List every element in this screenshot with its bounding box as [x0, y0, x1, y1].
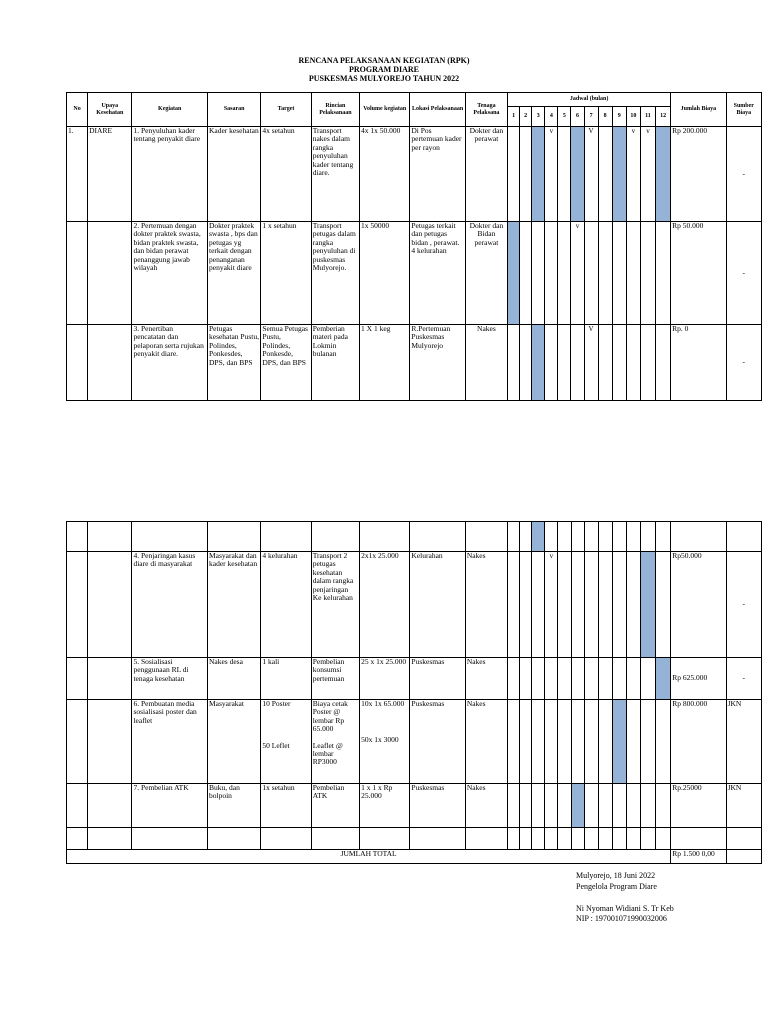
cell-sumber: -	[726, 325, 761, 401]
table-row	[67, 658, 762, 700]
schedule-cell-month-5	[558, 552, 571, 658]
schedule-cell-month-8	[598, 325, 612, 401]
cell-rincian	[311, 700, 359, 784]
schedule-cell-month-1	[508, 222, 520, 325]
cell-upaya	[88, 522, 132, 552]
cell-kegiatan: 5. Sosialisasi penggunaan RL di tenaga kesehatan	[132, 658, 208, 700]
cell-volume: 1 x 1 x Rp 25.000	[360, 784, 410, 828]
cell-kegiatan: 4. Penjaringan kasus diare di masyarakat	[132, 552, 208, 658]
schedule-cell-month-12	[656, 325, 671, 401]
cell-upaya: DIARE	[88, 127, 132, 222]
table-row	[67, 828, 762, 850]
cell-rincian: Transport 2 petugas kesehatan dalam rangka penjaringan Ke kelurahan	[311, 552, 359, 658]
schedule-cell-month-3	[532, 552, 545, 658]
signature-name: Ni Nyoman Widiani S. Tr Keb	[576, 904, 674, 913]
schedule-cell-month-5	[558, 700, 571, 784]
cell-volume-line-1: 10x 1x 65.000	[361, 699, 405, 708]
schedule-cell-month-5	[558, 522, 571, 552]
cell-kegiatan: 1. Penyuluhan kader tentang penyakit diare	[132, 127, 208, 222]
cell-sasaran: Masyarakat	[207, 700, 260, 784]
schedule-cell-month-11	[641, 828, 656, 850]
cell-no	[67, 784, 88, 828]
cell-rincian: Pembelian ATK	[311, 784, 359, 828]
schedule-cell-month-9	[612, 828, 626, 850]
signature-nip: NIP : 197001071990032006	[576, 914, 667, 923]
cell-no	[67, 828, 88, 850]
schedule-cell-month-3	[532, 658, 545, 700]
cell-sasaran: Nakes desa	[207, 658, 260, 700]
cell-lokasi: Petugas terkait dan petugas bidan , perawat. 4 kelurahan	[410, 222, 465, 325]
doc-title-3: PUSKESMAS MULYOREJO TAHUN 2022	[308, 74, 460, 83]
cell-rincian: Transport petugas dalam rangka penyuluhan di puskesmas Mulyorejo.	[311, 222, 359, 325]
cell-target	[261, 522, 311, 552]
cell-target-line-2: 50 Leflet	[262, 741, 290, 751]
cell-target: 4 kelurahan	[261, 552, 311, 658]
cell-sasaran: Petugas kesehatan Pustu, Polindes, Ponkesdes, DPS, dan BPS	[207, 325, 260, 401]
schedule-cell-month-5	[558, 127, 571, 222]
cell-no	[67, 222, 88, 325]
cell-tenaga	[465, 828, 507, 850]
cell-jumlah: Rp 50.000	[671, 222, 726, 325]
schedule-cell-month-4	[545, 784, 558, 828]
cell-volume	[360, 522, 410, 552]
cell-jumlah: Rp50.000	[671, 552, 726, 658]
header-jadwal: Jadwal (bulan)	[508, 93, 671, 107]
schedule-cell-month-10	[626, 700, 640, 784]
schedule-cell-month-1	[508, 784, 520, 828]
cell-tenaga	[465, 522, 507, 552]
schedule-mark: V	[588, 127, 594, 135]
cell-lokasi: Puskesmas	[410, 784, 465, 828]
header-jumlah: Jumlah Biaya	[671, 93, 726, 127]
schedule-cell-month-8	[598, 552, 612, 658]
header-rincian: Rincian Pelaksanaan	[311, 93, 359, 127]
table-row	[67, 222, 762, 325]
cell-target: 1 x setahun	[261, 222, 311, 325]
schedule-cell-month-4	[545, 522, 558, 552]
schedule-cell-month-8	[598, 522, 612, 552]
cell-sumber	[726, 522, 761, 552]
schedule-cell-month-2	[520, 222, 532, 325]
schedule-cell-month-5	[558, 325, 571, 401]
schedule-cell-month-3	[532, 325, 545, 401]
cell-upaya	[88, 700, 132, 784]
cell-no	[67, 522, 88, 552]
schedule-cell-month-4	[545, 127, 558, 222]
cell-rincian: Pembelian konsumsi pertemuan	[311, 658, 359, 700]
cell-sasaran: Masyarakat dan kader kesehatan	[207, 552, 260, 658]
cell-no	[67, 700, 88, 784]
cell-no	[67, 658, 88, 700]
schedule-cell-month-3	[532, 522, 545, 552]
schedule-cell-month-9	[612, 222, 626, 325]
header-month-2: 2	[520, 107, 532, 127]
cell-upaya	[88, 784, 132, 828]
header-tenaga: Tenaga Pelaksana	[465, 93, 507, 127]
cell-lokasi: Puskesmas	[410, 658, 465, 700]
cell-volume	[360, 828, 410, 850]
cell-sasaran	[207, 522, 260, 552]
schedule-cell-month-1	[508, 658, 520, 700]
header-no: No	[67, 93, 88, 127]
signature-role: Pengelola Program Diare	[576, 882, 657, 891]
schedule-cell-month-5	[558, 222, 571, 325]
schedule-cell-month-4	[545, 552, 558, 658]
cell-sasaran: Dokter praktek swasta , bps dan petugas yg terkait dengan penanganan penyakit diare	[207, 222, 260, 325]
cell-sasaran: Kader kesehatan	[207, 127, 260, 222]
cell-jumlah: Rp 800.000	[671, 700, 726, 784]
schedule-cell-month-10	[626, 127, 640, 222]
cell-rincian	[311, 828, 359, 850]
schedule-cell-month-6	[571, 828, 584, 850]
table-row	[67, 522, 762, 552]
cell-volume: 1x 50000	[360, 222, 410, 325]
cell-sumber: JKN	[726, 700, 761, 784]
schedule-cell-month-5	[558, 784, 571, 828]
schedule-cell-month-2	[520, 784, 532, 828]
cell-kegiatan: 2. Pertemuan dengan dokter praktek swasta, bidan praktek swasta, dan bidan perawat penanggung jawab wilayah	[132, 222, 208, 325]
cell-no: 1.	[67, 127, 88, 222]
header-sumber: Sumber Biaya	[726, 93, 761, 127]
header-lokasi: Lokasi Pelaksanaan	[410, 93, 465, 127]
cell-volume: 2x1x 25.000	[360, 552, 410, 658]
rpk-table-page-2	[66, 521, 762, 864]
schedule-cell-month-6	[571, 784, 584, 828]
schedule-cell-month-4	[545, 828, 558, 850]
schedule-cell-month-9	[612, 552, 626, 658]
cell-lokasi	[410, 828, 465, 850]
header-kegiatan: Kegiatan	[132, 93, 208, 127]
header-month-7: 7	[584, 107, 598, 127]
schedule-mark: v	[631, 127, 636, 135]
total-label: JUMLAH TOTAL	[67, 850, 671, 864]
cell-target-line-1: 10 Poster	[262, 699, 291, 708]
schedule-cell-month-11	[641, 700, 656, 784]
schedule-cell-month-2	[520, 700, 532, 784]
schedule-cell-month-12	[656, 522, 671, 552]
cell-target: 4x setahun	[261, 127, 311, 222]
cell-tenaga: Nakes	[465, 784, 507, 828]
schedule-cell-month-2	[520, 658, 532, 700]
schedule-cell-month-7	[584, 828, 598, 850]
signature-place-date: Mulyorejo, 18 Juni 2022	[576, 871, 656, 880]
schedule-cell-month-10	[626, 658, 640, 700]
schedule-cell-month-1	[508, 552, 520, 658]
schedule-cell-month-4	[545, 700, 558, 784]
cell-kegiatan: 7. Pembelian ATK	[132, 784, 208, 828]
schedule-cell-month-7	[584, 700, 598, 784]
cell-tenaga: Dokter dan perawat	[465, 127, 507, 222]
cell-tenaga: Dokter dan Bidan perawat	[465, 222, 507, 325]
cell-lokasi: Kelurahan	[410, 552, 465, 658]
schedule-cell-month-11	[641, 552, 656, 658]
schedule-mark: v	[646, 127, 650, 135]
header-month-10: 10	[626, 107, 640, 127]
cell-sumber: -	[726, 552, 761, 658]
schedule-cell-month-12	[656, 784, 671, 828]
schedule-cell-month-6	[571, 552, 584, 658]
schedule-cell-month-1	[508, 522, 520, 552]
cell-volume: 1 X 1 keg	[360, 325, 410, 401]
schedule-cell-month-9	[612, 700, 626, 784]
cell-jumlah: Rp 200.000	[671, 127, 726, 222]
header-month-5: 5	[558, 107, 571, 127]
cell-lokasi: R.Pertemuan Puskesmas Mulyorejo	[410, 325, 465, 401]
schedule-cell-month-11	[640, 325, 655, 401]
cell-no	[67, 552, 88, 658]
cell-upaya	[88, 552, 132, 658]
schedule-cell-month-6	[571, 127, 584, 222]
schedule-cell-month-7	[584, 127, 598, 222]
cell-jumlah: Rp. 0	[671, 325, 726, 401]
cell-upaya	[88, 325, 132, 401]
schedule-cell-month-8	[598, 127, 612, 222]
schedule-mark: V	[588, 325, 594, 333]
schedule-cell-month-11	[641, 784, 656, 828]
schedule-cell-month-11	[641, 658, 656, 700]
schedule-cell-month-7	[584, 522, 598, 552]
cell-sumber: -	[726, 658, 761, 700]
cell-sumber: -	[726, 127, 761, 222]
table-row	[67, 784, 762, 828]
schedule-cell-month-1	[508, 700, 520, 784]
schedule-cell-month-3	[532, 127, 545, 222]
schedule-cell-month-11	[640, 222, 655, 325]
schedule-cell-month-3	[532, 828, 545, 850]
schedule-cell-month-8	[598, 658, 612, 700]
total-value: Rp 1.500 0,00	[671, 850, 726, 864]
schedule-cell-month-5	[558, 828, 571, 850]
schedule-mark: v	[549, 552, 554, 560]
cell-target	[261, 700, 311, 784]
cell-sumber: -	[726, 222, 761, 325]
header-month-6: 6	[571, 107, 584, 127]
schedule-cell-month-9	[612, 658, 626, 700]
header-sasaran: Sasaran	[207, 93, 260, 127]
schedule-cell-month-10	[626, 828, 640, 850]
cell-sasaran	[207, 828, 260, 850]
schedule-cell-month-1	[508, 127, 520, 222]
doc-title-2: PROGRAM DIARE	[349, 65, 419, 74]
schedule-cell-month-10	[626, 222, 640, 325]
schedule-cell-month-3	[532, 784, 545, 828]
schedule-cell-month-12	[656, 828, 671, 850]
cell-tenaga: Nakes	[465, 658, 507, 700]
total-sumber	[726, 850, 761, 864]
cell-tenaga: Nakes	[465, 325, 507, 401]
cell-jumlah: Rp 625.000	[671, 658, 726, 700]
header-upaya: Upaya Kesehatan	[88, 93, 132, 127]
cell-target: 1 kali	[261, 658, 311, 700]
header-month-4: 4	[545, 107, 558, 127]
rpk-table-page-1	[66, 92, 762, 401]
schedule-cell-month-7	[584, 552, 598, 658]
header-month-11: 11	[640, 107, 655, 127]
cell-jumlah: Rp.25000	[671, 784, 726, 828]
cell-volume	[360, 700, 410, 784]
schedule-cell-month-11	[640, 127, 655, 222]
schedule-cell-month-9	[612, 784, 626, 828]
cell-target	[261, 828, 311, 850]
schedule-cell-month-12	[656, 222, 671, 325]
cell-rincian: Transport nakes dalam rangka penyuluhan kader tentang diare.	[311, 127, 359, 222]
schedule-cell-month-2	[520, 552, 532, 658]
schedule-cell-month-11	[641, 522, 656, 552]
cell-no	[67, 325, 88, 401]
schedule-cell-month-9	[612, 325, 626, 401]
cell-lokasi	[410, 522, 465, 552]
table-row	[67, 700, 762, 784]
schedule-cell-month-7	[584, 658, 598, 700]
total-row	[67, 850, 762, 864]
cell-kegiatan	[132, 522, 208, 552]
cell-lokasi: Puskesmas	[410, 700, 465, 784]
cell-sumber: JKN	[726, 784, 761, 828]
schedule-cell-month-7	[584, 784, 598, 828]
schedule-cell-month-2	[520, 127, 532, 222]
cell-volume: 4x 1x 50.000	[360, 127, 410, 222]
schedule-cell-month-6	[571, 522, 584, 552]
schedule-cell-month-2	[520, 325, 532, 401]
schedule-cell-month-10	[626, 522, 640, 552]
cell-rincian: Pemberian materi pada Lokmin bulanan	[311, 325, 359, 401]
header-month-3: 3	[532, 107, 545, 127]
cell-tenaga: Nakes	[465, 552, 507, 658]
schedule-cell-month-8	[598, 700, 612, 784]
schedule-cell-month-7	[584, 325, 598, 401]
cell-sumber	[726, 828, 761, 850]
cell-jumlah	[671, 828, 726, 850]
cell-target: 1x setahun	[261, 784, 311, 828]
cell-kegiatan	[132, 828, 208, 850]
schedule-mark: v	[575, 222, 580, 230]
schedule-cell-month-4	[545, 325, 558, 401]
cell-kegiatan: 6. Pembuatan media sosialisasi poster dan leaflet	[132, 700, 208, 784]
cell-lokasi: Di Pos pertemuan kader per rayon	[410, 127, 465, 222]
schedule-cell-month-9	[612, 127, 626, 222]
schedule-cell-month-9	[612, 522, 626, 552]
cell-upaya	[88, 828, 132, 850]
schedule-cell-month-4	[545, 658, 558, 700]
schedule-cell-month-8	[598, 828, 612, 850]
cell-upaya	[88, 658, 132, 700]
table-row	[67, 325, 762, 401]
schedule-cell-month-10	[626, 552, 640, 658]
cell-rincian	[311, 522, 359, 552]
cell-rincian-line-1: Biaya cetak Poster @ lembar Rp 65.000	[312, 699, 348, 734]
schedule-cell-month-12	[656, 127, 671, 222]
cell-volume: 25 x 1x 25.000	[360, 658, 410, 700]
schedule-cell-month-10	[626, 325, 640, 401]
schedule-cell-month-3	[532, 222, 545, 325]
schedule-cell-month-6	[571, 222, 584, 325]
cell-rincian-line-2: Leaflet @ lembar RP3000	[312, 740, 343, 767]
schedule-cell-month-12	[656, 700, 671, 784]
cell-jumlah	[671, 522, 726, 552]
cell-upaya	[88, 222, 132, 325]
cell-volume-line-2: 50x 1x 3000	[361, 735, 399, 745]
header-target: Target	[261, 93, 311, 127]
schedule-cell-month-1	[508, 828, 520, 850]
cell-tenaga: Nakes	[465, 700, 507, 784]
schedule-cell-month-10	[626, 784, 640, 828]
cell-kegiatan: 3. Penertiban pencatatan dan pelaporan serta rujukan penyakit diare.	[132, 325, 208, 401]
cell-sasaran: Buku, dan bolpoin	[207, 784, 260, 828]
schedule-cell-month-8	[598, 222, 612, 325]
table-row	[67, 127, 762, 222]
schedule-cell-month-1	[508, 325, 520, 401]
doc-title-1: RENCANA PELAKSANAAN KEGIATAN (RPK)	[298, 56, 470, 65]
schedule-cell-month-6	[571, 700, 584, 784]
schedule-cell-month-2	[520, 522, 532, 552]
schedule-cell-month-7	[584, 222, 598, 325]
schedule-mark: v	[549, 127, 554, 135]
table-row	[67, 552, 762, 658]
header-month-8: 8	[598, 107, 612, 127]
cell-target: Semua Petugas Pustu, Polindes, Ponkesde, DPS, dan BPS	[261, 325, 311, 401]
header-month-1: 1	[508, 107, 520, 127]
header-volume: Volume kegiatan	[360, 93, 410, 127]
schedule-cell-month-3	[532, 700, 545, 784]
schedule-cell-month-8	[598, 784, 612, 828]
schedule-cell-month-12	[656, 658, 671, 700]
header-month-12: 12	[656, 107, 671, 127]
schedule-cell-month-2	[520, 828, 532, 850]
schedule-cell-month-5	[558, 658, 571, 700]
schedule-cell-month-4	[545, 222, 558, 325]
header-month-9: 9	[612, 107, 626, 127]
schedule-cell-month-12	[656, 552, 671, 658]
schedule-cell-month-6	[571, 658, 584, 700]
schedule-cell-month-6	[571, 325, 584, 401]
